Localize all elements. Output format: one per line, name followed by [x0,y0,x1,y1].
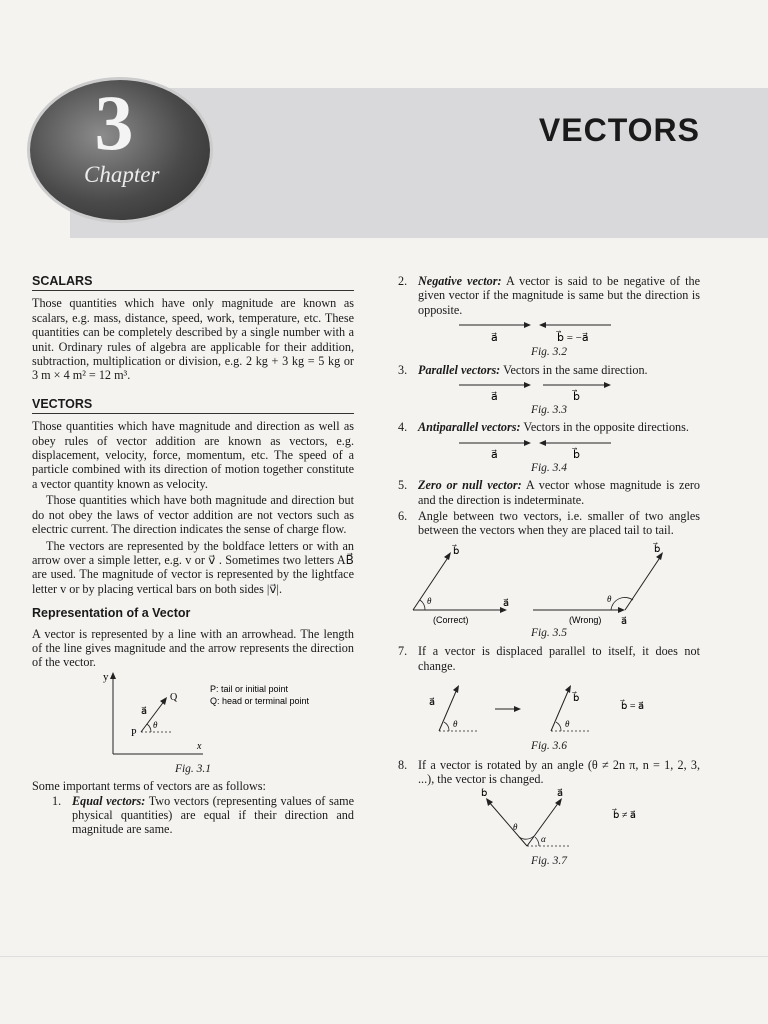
fig35-b-wrong: b⃗ [654,543,661,555]
right-column [398,274,700,872]
list-item-null-vector [398,478,700,507]
fig32-caption: Fig. 3.2 [530,346,568,359]
fig32-label-b: b⃗ = −a⃗ [557,332,589,345]
fig35-correct-label: (Correct) [433,614,469,625]
term-equal-vectors: Equal vectors: [72,793,146,808]
list-number: 3. [398,362,408,377]
fig37-theta: θ [513,822,518,833]
section-heading-scalars: SCALARS [32,274,354,291]
figure-3-5 [399,540,699,626]
fig36-label-b: b⃗ [573,693,580,705]
fig31-legend-q: Q: head or terminal point [210,695,310,706]
list-number: 4. [398,420,408,435]
term-antiparallel-vectors: Antiparallel vectors: [418,420,521,435]
list-number: 7. [398,644,408,659]
fig36-theta-b: θ [565,719,570,730]
vectors-paragraph-3: The vectors are represented by the boldface letters or with an arrow over a simple letter, e.g. v or v⃗ . Sometimes two letters AB⃗ are used. The magnitude of vector is represented by the lightface letter v or by placing vertical bars on both sides |v⃗|. [32,538,354,596]
list-number: 6. [398,509,408,524]
fig33-caption: Fig. 3.3 [530,404,568,417]
list-item-angle-between-vectors [398,509,700,538]
fig32-label-a: a⃗ [491,332,498,345]
fig37-relation: b⃗ ≠ a⃗ [613,810,636,822]
figure-3-7 [399,788,699,854]
rotation-text: If a vector is rotated by an angle (θ ≠ 2n π, n = 1, 2, 3, ...), the vector is changed. [418,757,700,786]
fig31-theta: θ [153,719,158,730]
null-vector-text: A vector whose magnitude is zero and the direction is indeterminate. [418,478,700,507]
parallel-vectors-text: Vectors in the same direction. [500,362,648,377]
antiparallel-vectors-text: Vectors in the opposite directions. [520,420,689,435]
figure-3-6 [399,675,699,739]
fig34-caption: Fig. 3.4 [530,461,568,474]
fig35-a-correct: a⃗ [503,597,510,609]
subsection-heading-representation: Representation of a Vector [32,606,191,621]
fig31-caption: Fig. 3.1 [174,762,212,775]
vectors-paragraph-2: Those quantities which have both magnitude and direction but do not obey the laws of vector addition are not vectors such as electric current. The direction indicates the sense of charge flow. [32,493,354,537]
fig37-label-a: a⃗ [557,788,564,800]
list-item-antiparallel-vectors [398,420,700,434]
chapter-label: Chapter [84,162,160,187]
parallel-displacement-text: If a vector is displaced parallel to itself, it does not change. [418,644,700,673]
vectors-paragraph-1: Those quantities which have magnitude and direction as well as obey rules of vector addition are known as vectors, e.g. displacement, velocity, force, momentum, etc. The speed of a particle combined with its direction of motion together constitute a vector quantity known as velocity. [32,419,354,491]
term-null-vector: Zero or null vector: [418,478,522,493]
fig31-x-label: x [197,740,202,752]
fig36-label-a: a⃗ [429,697,436,709]
fig35-theta-wrong: θ [607,593,612,604]
term-parallel-vectors: Parallel vectors: [418,362,501,377]
fig35-theta-correct: θ [427,595,432,606]
chapter-number: 3 [94,79,134,166]
section-heading-vectors: VECTORS [32,397,354,414]
fig35-a-wrong: a⃗ [621,615,628,626]
representation-paragraph: A vector is represented by a line with an arrowhead. The length of the line gives magnitude and the arrow represents the direction of the vector. [32,626,354,670]
list-item-parallel-vectors [398,363,700,377]
scalars-paragraph: Those quantities which have only magnitude are known as scalars, e.g. mass, distance, speed, work, temperature, etc. These quantities can be completely described by a single number with a unit. Ordinary rules of algebra are applicable for their addition, subtraction, multiplication or division, e.g. 2 kg + 3 kg = 5 kg or 3 m × 4 m² = 12 m³. [32,296,354,383]
fig34-label-b: b⃗ [573,448,580,461]
page-bottom-rule [0,956,768,957]
equal-vectors-text: Two vectors (representing values of same physical quantities) are equal if their direction and magnitude are same. [72,793,355,837]
figure-3-1 [43,670,343,762]
left-column [32,274,354,839]
fig31-legend-p: P: tail or initial point [210,683,289,694]
fig31-y-label: y [103,670,109,683]
fig35-caption: Fig. 3.5 [530,626,568,639]
list-item-negative-vector [398,274,700,317]
terms-intro: Some important terms of vectors are as follows: [32,779,266,794]
list-number: 8. [398,757,408,772]
list-item-equal-vectors [32,794,354,837]
fig33-label-b: b⃗ [573,391,580,404]
fig33-label-a: a⃗ [491,391,498,404]
negative-vector-text: A vector is said to be negative of the given vector if the magnitude is same but the direction is opposite. [418,274,700,317]
term-negative-vector: Negative vector: [418,274,502,288]
fig35-wrong-label: (Wrong) [569,614,602,625]
fig35-b-correct: b⃗ [453,545,460,557]
page-title: VECTORS [538,112,700,148]
fig36-theta-a: θ [453,719,458,730]
figure-3-2 [399,319,699,345]
fig37-alpha: α [541,834,546,845]
list-item-parallel-displacement [398,644,700,673]
fig34-label-a: a⃗ [491,448,498,461]
fig31-q-label: Q [170,691,178,703]
list-number: 5. [398,478,408,493]
fig37-label-b: b⃗ [481,788,488,800]
fig31-p-label: P [131,727,137,739]
list-number: 1. [52,793,62,808]
figure-3-4 [399,437,699,461]
fig36-relation: b⃗ = a⃗ [621,701,645,713]
angle-between-text: Angle between two vectors, i.e. smaller of two angles between the vectors when they are placed tail to tail. [418,509,700,538]
list-number: 2. [398,274,408,288]
fig36-caption: Fig. 3.6 [530,740,568,753]
list-item-rotation [398,758,700,787]
fig37-caption: Fig. 3.7 [530,855,568,868]
fig31-a-label: a⃗ [141,705,148,717]
figure-3-3 [399,379,699,403]
